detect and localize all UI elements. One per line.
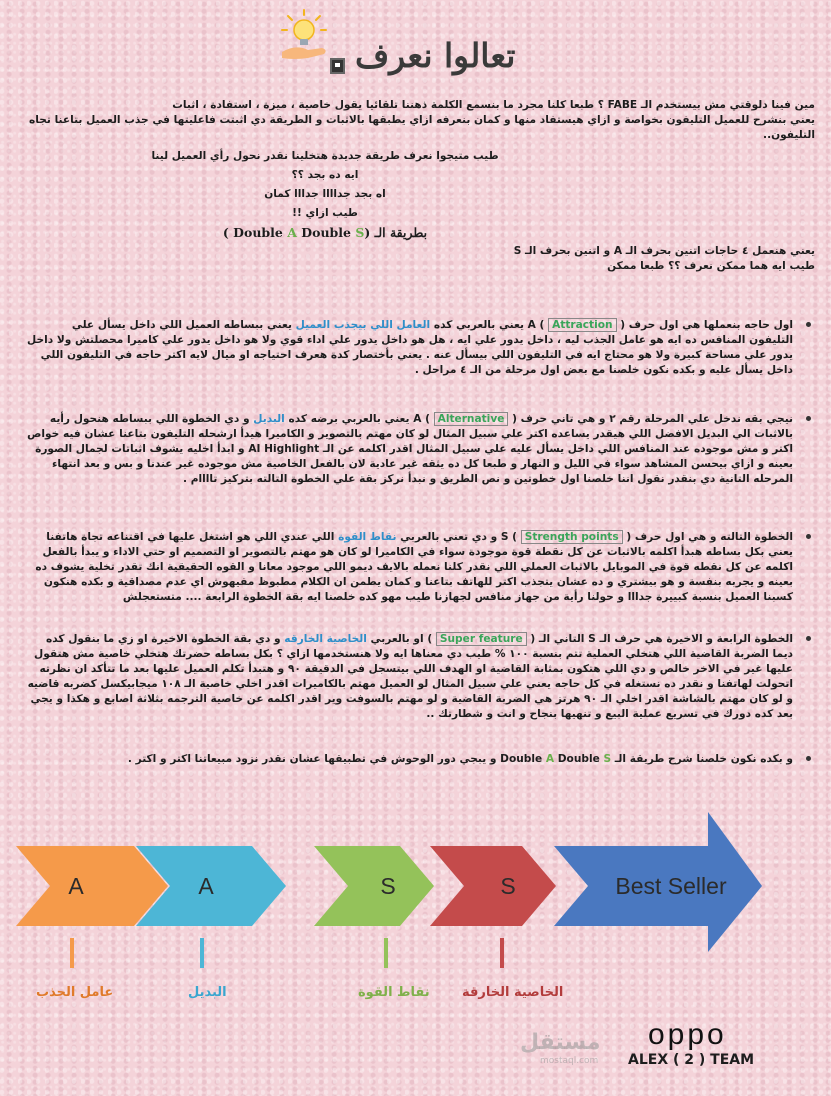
method-double-2: Double — [296, 225, 356, 240]
bullet-highlight: العامل اللي بيجذب العميل — [295, 319, 431, 331]
closing-line — [25, 752, 815, 767]
bullet-pre: نيجي بقه ندخل علي المرحلة رقم ٢ و هي تاني حرف A ( — [413, 413, 793, 425]
method-prefix: بطريقة الـ ( — [364, 225, 428, 240]
watermark-logo: مستقل — [520, 1030, 601, 1055]
bullet-pre: الخطوة التالته و هي اول حرف S ( — [500, 531, 793, 543]
closing-double-1: Double — [500, 753, 546, 765]
bullet-alternative — [25, 412, 815, 487]
team-name: ALEX ( 2 ) TEAM — [628, 1052, 755, 1068]
step-label-alternative: البديل — [188, 985, 227, 1000]
closing-letter-a: A — [545, 753, 555, 765]
closing-pre: و بكده نكون خلصنا شرح طريقة الـ — [611, 753, 793, 765]
closing-double-2: Double — [554, 753, 604, 765]
intro-line: مين فينا دلوقتي مش بيستخدم الـ FABE ؟ طبعا كلنا مجرد ما بنسمع الكلمة ذهننا تلقائيا يقول خاصية ، ميزة ، استفادة ، اثبات — [172, 99, 815, 111]
method-suffix: ) — [222, 225, 234, 240]
intro-center-line: طيب متيجوا نعرف طريقة جديدة هتخلينا نقدر نحول رأي العميل لينا — [151, 150, 499, 162]
bullet-post: يعني ببساطه العميل اللي داخل يسأل علي التليفون المنافس ده ايه هو عامل الجذب ليه ، داخل يدور علي ايه ، هل هو داخل يدور علي اداء قوي ولا هو داخل يدور علي كاميرا محصلتش ولا داخل يدور علي مساحة كبيرة ولا هو محتاج ايه في التليفون اللي بيسأل عنه . يعني بأختصار كدة هعرف احتياجه او ميال لايه اكتر حاجه في التليفون اللي داخل يسأل عليه و بكده نكون خلصنا مع بعض اول مرحلة من الـ ٤ مراحل . — [27, 319, 793, 376]
best-seller-label: Best Seller — [615, 872, 727, 899]
page-title: تعالوا نعرف — [355, 36, 516, 75]
bullet-mid: ) يعني بالعربي برضه كده — [284, 413, 517, 425]
bullet-mid: ) يعني بالعربي كده — [430, 319, 626, 331]
brand-logo: oppo — [648, 1018, 727, 1051]
bullet-term: Attraction — [548, 318, 617, 332]
bullet-term: Super feature — [436, 632, 527, 646]
bullet-highlight: نقاط القوة — [338, 531, 397, 543]
bullet-dot-icon — [806, 756, 811, 761]
step-letter: S — [500, 872, 516, 899]
intro-center-line: طيب ازاي !! — [292, 207, 358, 219]
step-label-attraction: عامل الجذب — [36, 985, 114, 1000]
step-connector — [200, 938, 204, 968]
bullet-post: و دي الخطوة اللي ببساطه هنحول رأيه بالاثبات الي البديل الافضل اللي هيقدر يساعده اكتر علي سبيل المثال لو كان مهتم بالتصوير و الكاميرا هيدأ ارشحله التليفون بتاعنا عشان فيه خواص اكتر و مش موجوده عند المنافس اللي داخل يسأل عليه علي سبيل المثال اقدر اكلمه عن الـ AI Highlight و ابدأ اخليه يشوف اثباتات لجمال الصورة بعينه و ازاي بيحسن المشاهد سواء في الليل و النهار و طبعا كل ده يثقه غير عادية لان بالفعل الخاصية مش موجوده غير عندنا و بس و بعد انتهاء المرحله التانية دي بنقدر نقول اننا خلصنا اول خطوتين و نص الطريق و نبدأ نركز بقة علي الخطوة التالته بتركيز تاااام . — [27, 413, 793, 485]
bullet-post: و دي بقة الخطوة الاخيرة او زي ما بنقول كده ديما الضربة القاضية اللي هتخلي العملية تتم بنسبة ١٠٠ % طيب دي معناها ايه ولا هنستخدمها ازاي ؟ بكل بساطه حضرتك هتخلي خاصية مش هتقول عليها غير في الاخر خالص و دي اللي هتكون بمثابة القاضية او الهدف اللي بيتسجل في الدقيقة ٩٠ و هتبدأ تكلم العميل عليها بعد ما تتأكد ان نظرته اتحولت لهاتفنا و نقدر ده نستغله في كل حاجه يعني علي سبيل المثال لو العميل مهتم بالكاميرات اقدر اخلي خاصية الـ ١٠٨ ميجابيكسل كضربه قاضيه و لو كان مهتم بالشاشة اقدر اخلي الـ ٩٠ هرتز هي الضربة القاضية و لو مهتم بالسوفت وير اقدر اكلمه عن خاصية الترجمه بثلاثة اصابع و هكذا و يجي بعد كده دورك في تسريع عملية البيع و تنهيها بنجاح و انت و شطارتك .. — [27, 633, 793, 720]
bullet-dot-icon — [806, 534, 811, 539]
bullet-highlight: الخاصية الخارقه — [284, 633, 367, 645]
bullet-dot-icon — [806, 416, 811, 421]
bullet-post: اللي عندي اللي هو اشتغل عليها في اقتناعه تجاة هاتفنا يعني بكل بساطه هبدأ اكلمه بالاثبات عن كل نقطة قوة موجودة سواء في الكاميرا لو كان هو مهتم بالتصوير او التصميم او حتي الاداء و يبدأ بالفعل اكلمه عن كل نقطه قوة في الموبايل بالاثبات العملي اللي نقدر كلنا نعمله بالايف ديمو اللي موجود معانا و القوه الحقيقية انك تقدر تخلية يشوف ده بعينه و يجربه بنفسة و هو بيشتري و ده عشان يتجذب اكتر للهاتف بتاعنا و كمان يطمن ان الكلام مطبوظ مفيهوش اي عدم مصداقية و بكده هنكون كسبنا العميل بنسبة كبييرة جدااا و حولنا رأية من جهاز منافس لجهازنا طيب مهو كده خلصنا ايه بقة الخطوة الرابعة .... متستعجلش — [35, 531, 793, 603]
intro-center-line: اه بجد جداااا جدااا كمان — [264, 188, 386, 200]
bullet-mid: ) و دي تعني بالعربي — [396, 531, 632, 543]
intro-line: يعني بنشرح للعميل التليفون بخواصة و ازاي هيستفاد منها و كمان بنعرفه ازاي يطبقها بالاثبات و الطريقة دي اثبتت فاعليتها في جذب العميل بتاعنا تجاه التليفون.. — [29, 114, 815, 141]
step-connector — [500, 938, 504, 968]
bullet-highlight: البديل — [253, 413, 285, 425]
watermark-url: mostaql.com — [540, 1056, 599, 1066]
closing-letter-s: S — [603, 753, 612, 765]
method-letter-s: S — [355, 225, 365, 240]
step-letter: A — [68, 872, 84, 899]
bullet-dot-icon — [806, 636, 811, 641]
step-label-strength: نقاط القوة — [358, 985, 430, 1000]
method-letter-a: A — [287, 225, 297, 240]
bullet-mid: ) او بالعربي — [366, 633, 436, 645]
lightbulb-hand-icon — [278, 8, 330, 64]
step-letter: A — [198, 872, 214, 899]
intro-section — [15, 98, 815, 274]
closing-post: و يبجي دور الوحوش في تطبيقها عشان نقدر نزود مبيعاتنا اكتر و اكتر . — [127, 753, 501, 765]
step-label-super-feature: الخاصية الخارقة — [462, 985, 564, 1000]
bullet-attraction — [25, 318, 815, 378]
bullet-strength-points — [25, 530, 815, 605]
bullet-pre: الخطوة الرابعة و الاخيرة هي حرف الـ S التاني الـ ( — [526, 633, 793, 645]
bullet-dot-icon — [806, 322, 811, 327]
method-name-line — [15, 225, 635, 240]
bullet-pre: اول حاجه بنعملها هي اول حرف A ( — [527, 319, 793, 331]
bullet-term: Strength points — [521, 530, 623, 544]
intro-after-line: يعني هنعمل ٤ حاجات اتنين بحرف الـ A و اتنين بحرف الـ S — [513, 245, 815, 257]
bullet-super-feature — [25, 632, 815, 722]
step-letter: S — [380, 872, 396, 899]
step-connector — [70, 938, 74, 968]
process-chain — [16, 812, 762, 952]
bullet-term: Alternative — [434, 412, 509, 426]
intro-after-line: طيب ايه هما ممكن نعرف ؟؟ طبعا ممكن — [607, 260, 815, 272]
intro-center-line: ايه ده بجد ؟؟ — [291, 169, 359, 181]
step-connector — [384, 938, 388, 968]
method-double-1: Double — [233, 225, 288, 240]
title-square-icon — [330, 58, 345, 74]
